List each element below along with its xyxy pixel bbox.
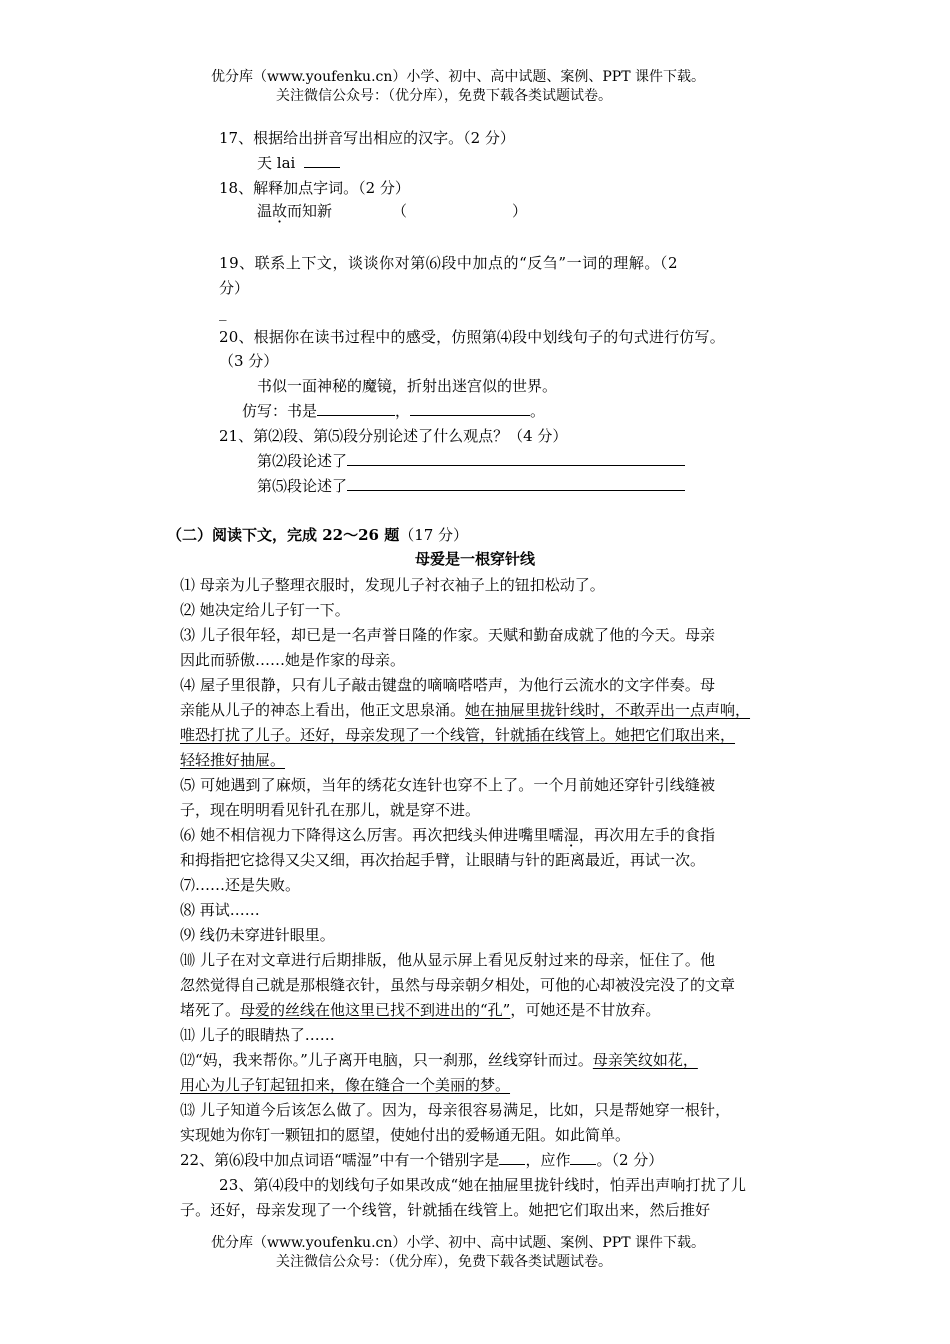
q22-blank-1[interactable] [499, 1150, 525, 1165]
para-13b: 实现她为你钉一颗钮扣的愿望，使她付出的爱畅通无阻。如此简单。 [180, 1126, 631, 1144]
q21-prompt: 21、第⑵段、第⑸段分别论述了什么观点？（4 分） [219, 427, 568, 445]
q21-p2-blank[interactable] [347, 451, 685, 466]
section2-heading [167, 525, 468, 545]
q19-line-2: 分） [219, 279, 250, 297]
q18-paren-close: ） [512, 202, 528, 220]
para-6a [180, 825, 715, 845]
q20-comma: ， [395, 402, 411, 420]
q23-line-2: 子。还好，母亲发现了一个线管，针就插在线管上。她把它们取出来，然后推好 [180, 1201, 711, 1219]
para-4a: ⑷ 屋子里很静，只有儿子敲击键盘的嘀嘀嗒嗒声，为他行云流水的文字伴奏。母 [180, 676, 716, 694]
para-12a-underlined: 母亲笑纹如花， [592, 1051, 698, 1069]
q18-word-post: 而知新 [287, 202, 333, 220]
para-1: ⑴ 母亲为儿子整理衣服时，发现儿子衬衣袖子上的钮扣松动了。 [180, 576, 605, 594]
q21-p2 [257, 451, 685, 471]
para-4b [180, 700, 750, 720]
para-4d-underlined: 轻轻推好抽屉。 [180, 751, 286, 769]
para-6a-pre: ⑹ 她不相信视力下降得这么厉害。再次把线头伸进嘴里 [180, 826, 549, 844]
q20-blank-1[interactable] [317, 401, 395, 416]
q20-line-1: 20、根据你在读书过程中的感受，仿照第⑷段中划线句子的句式进行仿写。 [219, 328, 725, 346]
para-10b: 忽然觉得自己就是那根缝衣针，虽然与母亲朝夕相处，可他的心却被没完没了的文章 [180, 976, 736, 994]
header-line-2: 关注微信公众号：（优分库），免费下载各类试题试卷。 [276, 88, 612, 104]
q18-prompt: 18、解释加点字词。（2 分） [219, 179, 410, 197]
q17-answer-blank[interactable] [304, 153, 340, 168]
para-6b: 和拇指把它捻得又尖又细，再次抬起手臂，让眼睛与针的距离最近，再试一次。 [180, 851, 706, 869]
q23-line-1: 23、第⑷段中的划线句子如果改成“她在抽屉里拢针线时，怕弄出声响打扰了儿 [219, 1176, 747, 1194]
para-12a-plain: ⑿“妈，我来帮你。”儿子离开电脑，只一刹那，丝线穿针而过。 [180, 1051, 593, 1069]
q17-prompt: 17、根据给出拼音写出相应的汉字。（2 分） [219, 129, 515, 147]
q21-p5-blank[interactable] [347, 476, 685, 491]
q21-p2-label: 第⑵段论述了 [257, 452, 348, 470]
para-6a-dotted-char: 湿 [563, 826, 579, 844]
q17-item-text: 天 lai [257, 154, 296, 172]
q22 [180, 1150, 663, 1170]
para-4c-underlined: 唯恐打扰了儿子。还好，母亲发现了一个线管，针就插在线管上。她把它们取出来， [180, 726, 736, 744]
q20-example: 书似一面神秘的魔镜，折射出迷宫似的世界。 [257, 377, 558, 395]
q18-dotted-char: 故 [272, 202, 288, 220]
q18-item [257, 201, 332, 221]
q22-mid: ，应作 [525, 1151, 571, 1169]
para-3a: ⑶ 儿子很年轻，却已是一名声誉日隆的作家。天赋和勤奋成就了他的今天。母亲 [180, 626, 716, 644]
para-3b: 因此而骄傲……她是作家的母亲。 [180, 651, 406, 669]
para-4b-plain: 亲能从儿子的神态上看出，他正文思泉涌。 [180, 701, 466, 719]
q20-line-2: （3 分） [219, 352, 279, 370]
para-5a: ⑸ 可她遇到了麻烦，当年的绣花女连针也穿不上了。一个月前她还穿针引线缝被 [180, 776, 716, 794]
q20-period: 。 [530, 402, 546, 420]
footer-line-2: 关注微信公众号：（优分库），免费下载各类试题试卷。 [276, 1254, 612, 1270]
para-10a: ⑽ 儿子在对文章进行后期排版，他从显示屏上看见反射过来的母亲，怔住了。他 [180, 951, 716, 969]
para-6a-word-1: 嚅 [548, 826, 564, 844]
q22-blank-2[interactable] [570, 1150, 596, 1165]
q22-post: 。（2 分） [596, 1151, 664, 1169]
para-2: ⑵ 她决定给儿子钉一下。 [180, 601, 350, 619]
para-12a [180, 1050, 698, 1070]
para-7: ⑺……还是失败。 [180, 876, 301, 894]
q21-p5-label: 第⑸段论述了 [257, 477, 348, 495]
para-5b: 子，现在明明看见针孔在那儿，就是穿不进。 [180, 801, 481, 819]
para-10c-underlined: 母爱的丝线在他这里已找不到进出的“孔” [240, 1001, 511, 1019]
para-9: ⑼ 线仍未穿进针眼里。 [180, 926, 335, 944]
q19-line-1: 19、联系上下文，谈谈你对第⑹段中加点的“反刍”一词的理解。（2 [219, 254, 679, 272]
q21-p5 [257, 476, 685, 496]
q20-blank-2[interactable] [410, 401, 530, 416]
q17-item [257, 153, 340, 173]
q18-word-pre: 温 [257, 202, 273, 220]
para-11: ⑾ 儿子的眼睛热了…… [180, 1026, 335, 1044]
section2-heading-score: （17 分） [399, 526, 469, 544]
para-12b-underlined: 用心为儿子钉起钮扣来，像在缝合一个美丽的梦。 [180, 1076, 511, 1094]
q20-imitate-label: 仿写：书是 [242, 402, 318, 420]
para-13a: ⒀ 儿子知道今后该怎么做了。因为，母亲很容易满足，比如，只是帮她穿一根针， [180, 1101, 731, 1119]
para-10c [180, 1000, 660, 1020]
para-10c-post: ，可她还是不甘放弃。 [510, 1001, 661, 1019]
q20-imitate [242, 401, 545, 421]
para-4b-underlined: 她在抽屉里拢针线时，不敢弄出一点声响， [465, 701, 751, 719]
footer-line-1: 优分库（www.youfenku.cn）小学、初中、高中试题、案例、PPT 课件下载。 [211, 1235, 706, 1251]
para-8: ⑻ 再试…… [180, 901, 260, 919]
passage-title: 母爱是一根穿针线 [414, 550, 535, 568]
para-10c-plain: 堵死了。 [180, 1001, 241, 1019]
para-6a-post: ，再次用左手的食指 [578, 826, 716, 844]
q19-line-3: _ [219, 303, 227, 321]
q22-pre: 22、第⑹段中加点词语“嚅湿”中有一个错别字是 [180, 1151, 500, 1169]
section2-heading-bold: （二）阅读下文，完成 22～26 题 [167, 526, 400, 544]
q18-paren-open: （ [392, 202, 408, 220]
header-line-1: 优分库（www.youfenku.cn）小学、初中、高中试题、案例、PPT 课件下载。 [211, 69, 706, 85]
